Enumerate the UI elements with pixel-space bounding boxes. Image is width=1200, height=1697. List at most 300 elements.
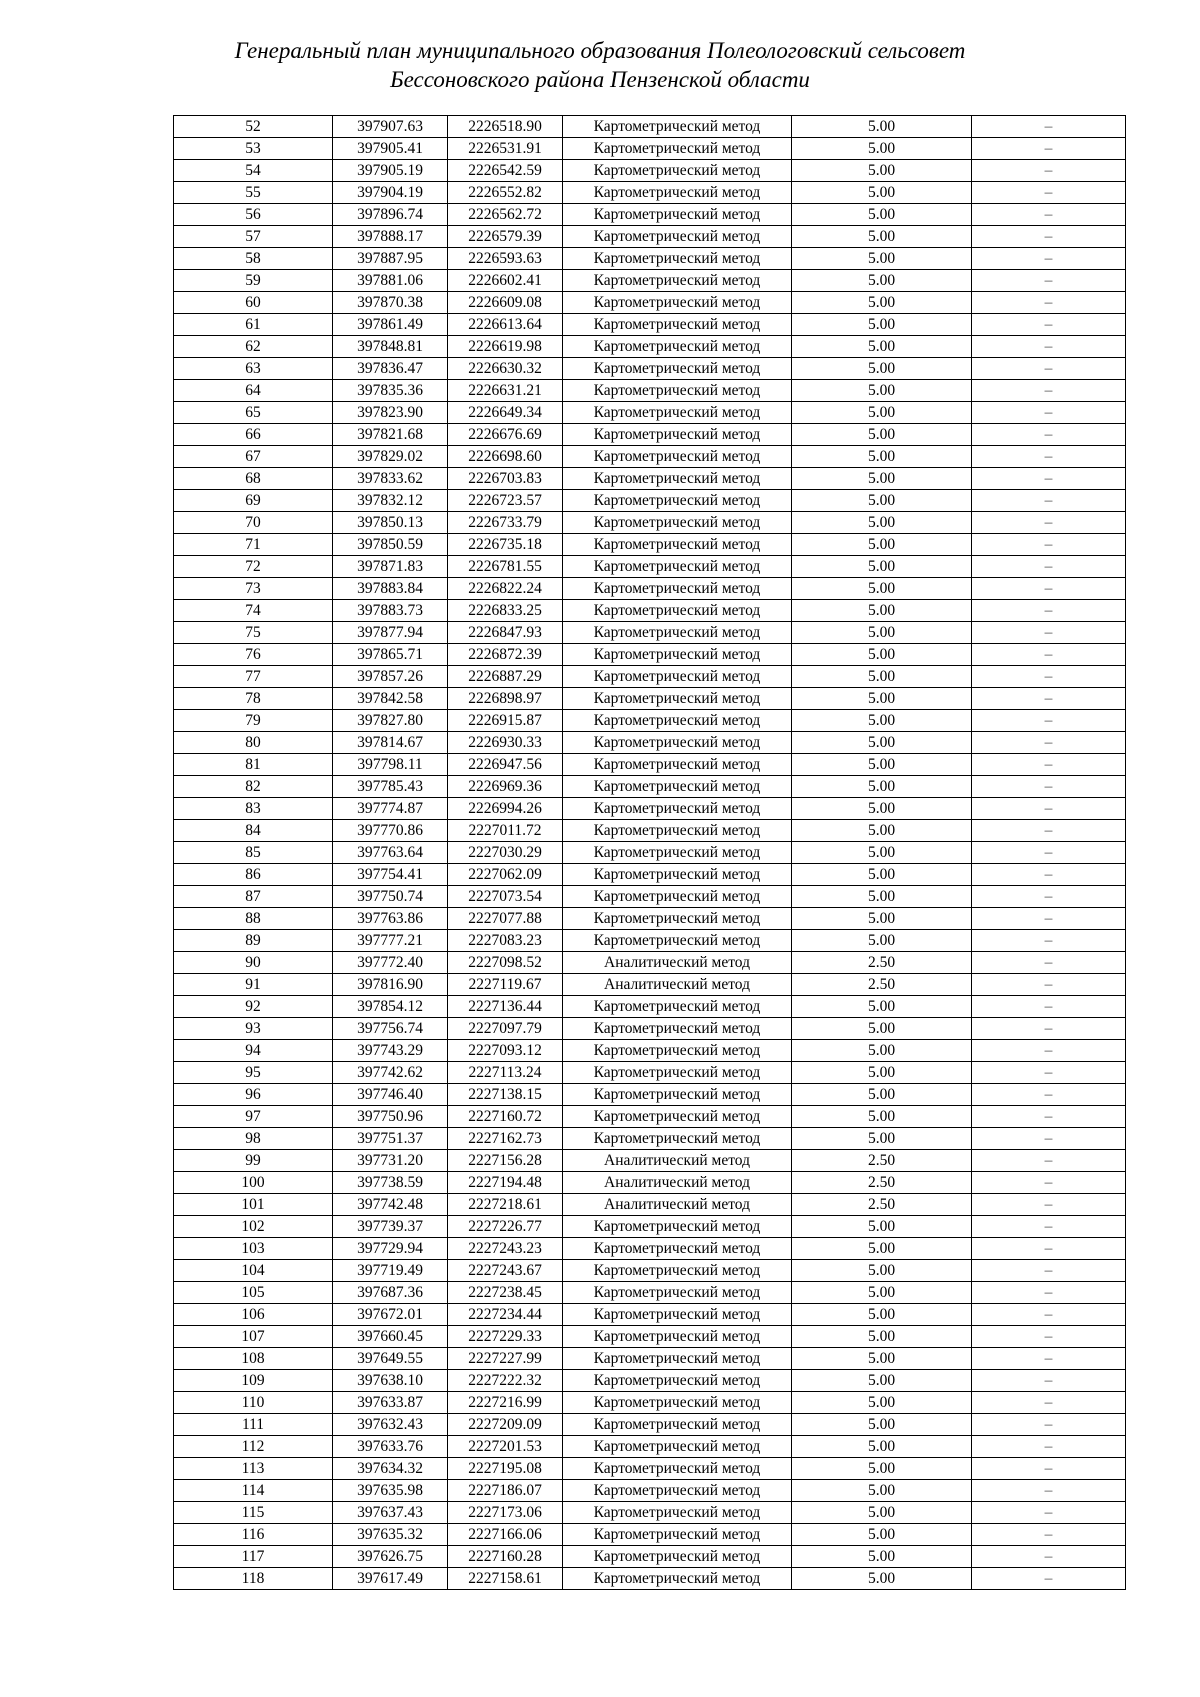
accuracy-cell: 5.00 bbox=[792, 1370, 972, 1392]
table-row bbox=[174, 1546, 1126, 1568]
x-coordinate-cell: 397836.47 bbox=[333, 358, 448, 380]
y-coordinate-cell: 2226898.97 bbox=[448, 688, 563, 710]
description-cell: – bbox=[972, 776, 1126, 798]
x-coordinate-cell: 397888.17 bbox=[333, 226, 448, 248]
x-coordinate-cell: 397742.48 bbox=[333, 1194, 448, 1216]
table-row bbox=[174, 358, 1126, 380]
method-cell: Картометрический метод bbox=[563, 248, 792, 270]
y-coordinate-cell: 2226562.72 bbox=[448, 204, 563, 226]
y-coordinate-cell: 2226703.83 bbox=[448, 468, 563, 490]
point-number-cell: 73 bbox=[174, 578, 333, 600]
x-coordinate-cell: 397823.90 bbox=[333, 402, 448, 424]
x-coordinate-cell: 397887.95 bbox=[333, 248, 448, 270]
accuracy-cell: 5.00 bbox=[792, 886, 972, 908]
x-coordinate-cell: 397756.74 bbox=[333, 1018, 448, 1040]
table-row bbox=[174, 1348, 1126, 1370]
table-row bbox=[174, 534, 1126, 556]
accuracy-cell: 5.00 bbox=[792, 402, 972, 424]
y-coordinate-cell: 2227195.08 bbox=[448, 1458, 563, 1480]
point-number-cell: 98 bbox=[174, 1128, 333, 1150]
method-cell: Картометрический метод bbox=[563, 1040, 792, 1062]
table-row bbox=[174, 380, 1126, 402]
x-coordinate-cell: 397672.01 bbox=[333, 1304, 448, 1326]
description-cell: – bbox=[972, 468, 1126, 490]
x-coordinate-cell: 397754.41 bbox=[333, 864, 448, 886]
point-number-cell: 72 bbox=[174, 556, 333, 578]
method-cell: Картометрический метод bbox=[563, 270, 792, 292]
y-coordinate-cell: 2227119.67 bbox=[448, 974, 563, 996]
point-number-cell: 87 bbox=[174, 886, 333, 908]
table-row bbox=[174, 600, 1126, 622]
point-number-cell: 63 bbox=[174, 358, 333, 380]
table-row bbox=[174, 1128, 1126, 1150]
method-cell: Картометрический метод bbox=[563, 1370, 792, 1392]
x-coordinate-cell: 397633.76 bbox=[333, 1436, 448, 1458]
table-row bbox=[174, 292, 1126, 314]
x-coordinate-cell: 397626.75 bbox=[333, 1546, 448, 1568]
description-cell: – bbox=[972, 864, 1126, 886]
x-coordinate-cell: 397738.59 bbox=[333, 1172, 448, 1194]
description-cell: – bbox=[972, 622, 1126, 644]
point-number-cell: 94 bbox=[174, 1040, 333, 1062]
point-number-cell: 86 bbox=[174, 864, 333, 886]
y-coordinate-cell: 2227077.88 bbox=[448, 908, 563, 930]
table-row bbox=[174, 1502, 1126, 1524]
table-row bbox=[174, 974, 1126, 996]
description-cell: – bbox=[972, 1150, 1126, 1172]
x-coordinate-cell: 397877.94 bbox=[333, 622, 448, 644]
accuracy-cell: 5.00 bbox=[792, 1238, 972, 1260]
accuracy-cell: 5.00 bbox=[792, 1348, 972, 1370]
y-coordinate-cell: 2226930.33 bbox=[448, 732, 563, 754]
y-coordinate-cell: 2227166.06 bbox=[448, 1524, 563, 1546]
x-coordinate-cell: 397904.19 bbox=[333, 182, 448, 204]
point-number-cell: 93 bbox=[174, 1018, 333, 1040]
table-row bbox=[174, 512, 1126, 534]
x-coordinate-cell: 397905.41 bbox=[333, 138, 448, 160]
point-number-cell: 85 bbox=[174, 842, 333, 864]
x-coordinate-cell: 397763.86 bbox=[333, 908, 448, 930]
point-number-cell: 66 bbox=[174, 424, 333, 446]
method-cell: Картометрический метод bbox=[563, 798, 792, 820]
table-row bbox=[174, 490, 1126, 512]
accuracy-cell: 5.00 bbox=[792, 358, 972, 380]
description-cell: – bbox=[972, 1348, 1126, 1370]
table-row bbox=[174, 666, 1126, 688]
description-cell: – bbox=[972, 600, 1126, 622]
description-cell: – bbox=[972, 160, 1126, 182]
y-coordinate-cell: 2226631.21 bbox=[448, 380, 563, 402]
method-cell: Картометрический метод bbox=[563, 1546, 792, 1568]
x-coordinate-cell: 397798.11 bbox=[333, 754, 448, 776]
point-number-cell: 117 bbox=[174, 1546, 333, 1568]
accuracy-cell: 5.00 bbox=[792, 1392, 972, 1414]
point-number-cell: 84 bbox=[174, 820, 333, 842]
y-coordinate-cell: 2227194.48 bbox=[448, 1172, 563, 1194]
accuracy-cell: 2.50 bbox=[792, 1172, 972, 1194]
method-cell: Картометрический метод bbox=[563, 1326, 792, 1348]
method-cell: Картометрический метод bbox=[563, 1216, 792, 1238]
description-cell: – bbox=[972, 688, 1126, 710]
point-number-cell: 82 bbox=[174, 776, 333, 798]
accuracy-cell: 5.00 bbox=[792, 688, 972, 710]
description-cell: – bbox=[972, 1502, 1126, 1524]
table-row bbox=[174, 446, 1126, 468]
y-coordinate-cell: 2226822.24 bbox=[448, 578, 563, 600]
point-number-cell: 71 bbox=[174, 534, 333, 556]
accuracy-cell: 2.50 bbox=[792, 974, 972, 996]
point-number-cell: 61 bbox=[174, 314, 333, 336]
method-cell: Картометрический метод bbox=[563, 424, 792, 446]
y-coordinate-cell: 2227229.33 bbox=[448, 1326, 563, 1348]
x-coordinate-cell: 397731.20 bbox=[333, 1150, 448, 1172]
x-coordinate-cell: 397835.36 bbox=[333, 380, 448, 402]
x-coordinate-cell: 397660.45 bbox=[333, 1326, 448, 1348]
y-coordinate-cell: 2226847.93 bbox=[448, 622, 563, 644]
accuracy-cell: 5.00 bbox=[792, 556, 972, 578]
x-coordinate-cell: 397905.19 bbox=[333, 160, 448, 182]
method-cell: Картометрический метод bbox=[563, 1062, 792, 1084]
x-coordinate-cell: 397746.40 bbox=[333, 1084, 448, 1106]
table-row bbox=[174, 930, 1126, 952]
description-cell: – bbox=[972, 1040, 1126, 1062]
point-number-cell: 52 bbox=[174, 116, 333, 138]
table-row bbox=[174, 1436, 1126, 1458]
description-cell: – bbox=[972, 644, 1126, 666]
method-cell: Картометрический метод bbox=[563, 402, 792, 424]
y-coordinate-cell: 2226833.25 bbox=[448, 600, 563, 622]
table-row bbox=[174, 1524, 1126, 1546]
y-coordinate-cell: 2227158.61 bbox=[448, 1568, 563, 1590]
description-cell: – bbox=[972, 1128, 1126, 1150]
x-coordinate-cell: 397687.36 bbox=[333, 1282, 448, 1304]
accuracy-cell: 5.00 bbox=[792, 710, 972, 732]
x-coordinate-cell: 397850.13 bbox=[333, 512, 448, 534]
method-cell: Картометрический метод bbox=[563, 886, 792, 908]
description-cell: – bbox=[972, 1260, 1126, 1282]
table-row bbox=[174, 424, 1126, 446]
y-coordinate-cell: 2227227.99 bbox=[448, 1348, 563, 1370]
method-cell: Аналитический метод bbox=[563, 952, 792, 974]
accuracy-cell: 5.00 bbox=[792, 842, 972, 864]
document-title-line-2: Бессоновского района Пензенской области bbox=[390, 67, 810, 92]
method-cell: Картометрический метод bbox=[563, 1436, 792, 1458]
description-cell: – bbox=[972, 820, 1126, 842]
x-coordinate-cell: 397871.83 bbox=[333, 556, 448, 578]
accuracy-cell: 5.00 bbox=[792, 996, 972, 1018]
x-coordinate-cell: 397785.43 bbox=[333, 776, 448, 798]
x-coordinate-cell: 397633.87 bbox=[333, 1392, 448, 1414]
method-cell: Картометрический метод bbox=[563, 336, 792, 358]
x-coordinate-cell: 397635.32 bbox=[333, 1524, 448, 1546]
accuracy-cell: 5.00 bbox=[792, 1502, 972, 1524]
description-cell: – bbox=[972, 1216, 1126, 1238]
x-coordinate-cell: 397883.73 bbox=[333, 600, 448, 622]
table-row bbox=[174, 1568, 1126, 1590]
accuracy-cell: 5.00 bbox=[792, 1062, 972, 1084]
y-coordinate-cell: 2226542.59 bbox=[448, 160, 563, 182]
point-number-cell: 67 bbox=[174, 446, 333, 468]
description-cell: – bbox=[972, 490, 1126, 512]
method-cell: Картометрический метод bbox=[563, 380, 792, 402]
point-number-cell: 64 bbox=[174, 380, 333, 402]
description-cell: – bbox=[972, 1304, 1126, 1326]
point-number-cell: 58 bbox=[174, 248, 333, 270]
accuracy-cell: 5.00 bbox=[792, 292, 972, 314]
table-row bbox=[174, 578, 1126, 600]
method-cell: Картометрический метод bbox=[563, 534, 792, 556]
point-number-cell: 65 bbox=[174, 402, 333, 424]
accuracy-cell: 5.00 bbox=[792, 1546, 972, 1568]
method-cell: Картометрический метод bbox=[563, 1480, 792, 1502]
accuracy-cell: 5.00 bbox=[792, 534, 972, 556]
point-number-cell: 96 bbox=[174, 1084, 333, 1106]
method-cell: Картометрический метод bbox=[563, 1304, 792, 1326]
method-cell: Картометрический метод bbox=[563, 930, 792, 952]
point-number-cell: 80 bbox=[174, 732, 333, 754]
method-cell: Картометрический метод bbox=[563, 864, 792, 886]
point-number-cell: 113 bbox=[174, 1458, 333, 1480]
description-cell: – bbox=[972, 578, 1126, 600]
x-coordinate-cell: 397742.62 bbox=[333, 1062, 448, 1084]
accuracy-cell: 5.00 bbox=[792, 622, 972, 644]
table-row bbox=[174, 644, 1126, 666]
point-number-cell: 99 bbox=[174, 1150, 333, 1172]
table-row bbox=[174, 1106, 1126, 1128]
table-row bbox=[174, 1370, 1126, 1392]
x-coordinate-cell: 397739.37 bbox=[333, 1216, 448, 1238]
point-number-cell: 101 bbox=[174, 1194, 333, 1216]
method-cell: Картометрический метод bbox=[563, 204, 792, 226]
description-cell: – bbox=[972, 842, 1126, 864]
accuracy-cell: 5.00 bbox=[792, 1084, 972, 1106]
x-coordinate-cell: 397772.40 bbox=[333, 952, 448, 974]
x-coordinate-cell: 397635.98 bbox=[333, 1480, 448, 1502]
y-coordinate-cell: 2227186.07 bbox=[448, 1480, 563, 1502]
x-coordinate-cell: 397907.63 bbox=[333, 116, 448, 138]
y-coordinate-cell: 2226552.82 bbox=[448, 182, 563, 204]
document-title-line-1: Генеральный план муниципального образования Полеологовский сельсовет bbox=[234, 38, 966, 63]
method-cell: Картометрический метод bbox=[563, 996, 792, 1018]
accuracy-cell: 5.00 bbox=[792, 1326, 972, 1348]
table-row bbox=[174, 138, 1126, 160]
table-row bbox=[174, 732, 1126, 754]
table-row bbox=[174, 1480, 1126, 1502]
description-cell: – bbox=[972, 974, 1126, 996]
method-cell: Картометрический метод bbox=[563, 1084, 792, 1106]
point-number-cell: 74 bbox=[174, 600, 333, 622]
method-cell: Картометрический метод bbox=[563, 468, 792, 490]
accuracy-cell: 5.00 bbox=[792, 116, 972, 138]
y-coordinate-cell: 2226518.90 bbox=[448, 116, 563, 138]
description-cell: – bbox=[972, 1018, 1126, 1040]
accuracy-cell: 5.00 bbox=[792, 1216, 972, 1238]
table-row bbox=[174, 688, 1126, 710]
accuracy-cell: 5.00 bbox=[792, 1018, 972, 1040]
table-row bbox=[174, 1216, 1126, 1238]
method-cell: Картометрический метод bbox=[563, 160, 792, 182]
x-coordinate-cell: 397638.10 bbox=[333, 1370, 448, 1392]
method-cell: Картометрический метод bbox=[563, 292, 792, 314]
y-coordinate-cell: 2226781.55 bbox=[448, 556, 563, 578]
x-coordinate-cell: 397637.43 bbox=[333, 1502, 448, 1524]
description-cell: – bbox=[972, 1282, 1126, 1304]
point-number-cell: 100 bbox=[174, 1172, 333, 1194]
method-cell: Картометрический метод bbox=[563, 116, 792, 138]
method-cell: Картометрический метод bbox=[563, 1282, 792, 1304]
point-number-cell: 75 bbox=[174, 622, 333, 644]
method-cell: Картометрический метод bbox=[563, 1524, 792, 1546]
method-cell: Картометрический метод bbox=[563, 1348, 792, 1370]
method-cell: Картометрический метод bbox=[563, 1106, 792, 1128]
y-coordinate-cell: 2226609.08 bbox=[448, 292, 563, 314]
description-cell: – bbox=[972, 1172, 1126, 1194]
accuracy-cell: 5.00 bbox=[792, 732, 972, 754]
method-cell: Картометрический метод bbox=[563, 622, 792, 644]
method-cell: Картометрический метод bbox=[563, 1502, 792, 1524]
table-row bbox=[174, 204, 1126, 226]
method-cell: Картометрический метод bbox=[563, 732, 792, 754]
method-cell: Картометрический метод bbox=[563, 1260, 792, 1282]
accuracy-cell: 5.00 bbox=[792, 1260, 972, 1282]
method-cell: Картометрический метод bbox=[563, 666, 792, 688]
point-number-cell: 90 bbox=[174, 952, 333, 974]
description-cell: – bbox=[972, 1106, 1126, 1128]
description-cell: – bbox=[972, 226, 1126, 248]
y-coordinate-cell: 2227243.23 bbox=[448, 1238, 563, 1260]
y-coordinate-cell: 2227098.52 bbox=[448, 952, 563, 974]
table-row bbox=[174, 1304, 1126, 1326]
table-row bbox=[174, 160, 1126, 182]
point-number-cell: 114 bbox=[174, 1480, 333, 1502]
point-number-cell: 109 bbox=[174, 1370, 333, 1392]
point-number-cell: 91 bbox=[174, 974, 333, 996]
method-cell: Аналитический метод bbox=[563, 1172, 792, 1194]
description-cell: – bbox=[972, 446, 1126, 468]
method-cell: Аналитический метод bbox=[563, 1150, 792, 1172]
y-coordinate-cell: 2226579.39 bbox=[448, 226, 563, 248]
table-row bbox=[174, 1392, 1126, 1414]
y-coordinate-cell: 2227173.06 bbox=[448, 1502, 563, 1524]
description-cell: – bbox=[972, 336, 1126, 358]
accuracy-cell: 5.00 bbox=[792, 468, 972, 490]
point-number-cell: 95 bbox=[174, 1062, 333, 1084]
x-coordinate-cell: 397833.62 bbox=[333, 468, 448, 490]
x-coordinate-cell: 397861.49 bbox=[333, 314, 448, 336]
x-coordinate-cell: 397632.43 bbox=[333, 1414, 448, 1436]
accuracy-cell: 5.00 bbox=[792, 1040, 972, 1062]
description-cell: – bbox=[972, 292, 1126, 314]
y-coordinate-cell: 2226887.29 bbox=[448, 666, 563, 688]
accuracy-cell: 5.00 bbox=[792, 930, 972, 952]
accuracy-cell: 5.00 bbox=[792, 336, 972, 358]
point-number-cell: 59 bbox=[174, 270, 333, 292]
description-cell: – bbox=[972, 248, 1126, 270]
method-cell: Картометрический метод bbox=[563, 226, 792, 248]
table-row bbox=[174, 820, 1126, 842]
table-row bbox=[174, 1172, 1126, 1194]
y-coordinate-cell: 2227216.99 bbox=[448, 1392, 563, 1414]
x-coordinate-cell: 397777.21 bbox=[333, 930, 448, 952]
x-coordinate-cell: 397896.74 bbox=[333, 204, 448, 226]
point-number-cell: 55 bbox=[174, 182, 333, 204]
x-coordinate-cell: 397634.32 bbox=[333, 1458, 448, 1480]
table-row bbox=[174, 908, 1126, 930]
accuracy-cell: 5.00 bbox=[792, 754, 972, 776]
point-number-cell: 107 bbox=[174, 1326, 333, 1348]
x-coordinate-cell: 397617.49 bbox=[333, 1568, 448, 1590]
point-number-cell: 76 bbox=[174, 644, 333, 666]
y-coordinate-cell: 2226602.41 bbox=[448, 270, 563, 292]
accuracy-cell: 5.00 bbox=[792, 1568, 972, 1590]
x-coordinate-cell: 397832.12 bbox=[333, 490, 448, 512]
method-cell: Картометрический метод bbox=[563, 1392, 792, 1414]
table-row bbox=[174, 1194, 1126, 1216]
description-cell: – bbox=[972, 1546, 1126, 1568]
method-cell: Картометрический метод bbox=[563, 182, 792, 204]
accuracy-cell: 5.00 bbox=[792, 270, 972, 292]
x-coordinate-cell: 397774.87 bbox=[333, 798, 448, 820]
method-cell: Картометрический метод bbox=[563, 1238, 792, 1260]
y-coordinate-cell: 2227073.54 bbox=[448, 886, 563, 908]
y-coordinate-cell: 2227083.23 bbox=[448, 930, 563, 952]
accuracy-cell: 5.00 bbox=[792, 1524, 972, 1546]
accuracy-cell: 5.00 bbox=[792, 424, 972, 446]
description-cell: – bbox=[972, 182, 1126, 204]
description-cell: – bbox=[972, 1524, 1126, 1546]
point-number-cell: 115 bbox=[174, 1502, 333, 1524]
point-number-cell: 77 bbox=[174, 666, 333, 688]
x-coordinate-cell: 397750.74 bbox=[333, 886, 448, 908]
table-row bbox=[174, 1238, 1126, 1260]
method-cell: Картометрический метод bbox=[563, 688, 792, 710]
y-coordinate-cell: 2227136.44 bbox=[448, 996, 563, 1018]
point-number-cell: 108 bbox=[174, 1348, 333, 1370]
method-cell: Картометрический метод bbox=[563, 820, 792, 842]
description-cell: – bbox=[972, 204, 1126, 226]
y-coordinate-cell: 2227226.77 bbox=[448, 1216, 563, 1238]
x-coordinate-cell: 397649.55 bbox=[333, 1348, 448, 1370]
accuracy-cell: 5.00 bbox=[792, 182, 972, 204]
point-number-cell: 57 bbox=[174, 226, 333, 248]
table-row bbox=[174, 952, 1126, 974]
description-cell: – bbox=[972, 116, 1126, 138]
description-cell: – bbox=[972, 314, 1126, 336]
table-row bbox=[174, 1084, 1126, 1106]
x-coordinate-cell: 397729.94 bbox=[333, 1238, 448, 1260]
x-coordinate-cell: 397743.29 bbox=[333, 1040, 448, 1062]
table-row bbox=[174, 1150, 1126, 1172]
y-coordinate-cell: 2227156.28 bbox=[448, 1150, 563, 1172]
description-cell: – bbox=[972, 402, 1126, 424]
x-coordinate-cell: 397719.49 bbox=[333, 1260, 448, 1282]
description-cell: – bbox=[972, 424, 1126, 446]
method-cell: Картометрический метод bbox=[563, 556, 792, 578]
table-row bbox=[174, 402, 1126, 424]
method-cell: Картометрический метод bbox=[563, 600, 792, 622]
method-cell: Картометрический метод bbox=[563, 1018, 792, 1040]
y-coordinate-cell: 2227160.72 bbox=[448, 1106, 563, 1128]
point-number-cell: 89 bbox=[174, 930, 333, 952]
point-number-cell: 103 bbox=[174, 1238, 333, 1260]
table-row bbox=[174, 1326, 1126, 1348]
x-coordinate-cell: 397829.02 bbox=[333, 446, 448, 468]
description-cell: – bbox=[972, 1326, 1126, 1348]
table-row bbox=[174, 468, 1126, 490]
point-number-cell: 83 bbox=[174, 798, 333, 820]
table-row bbox=[174, 886, 1126, 908]
table-row bbox=[174, 1414, 1126, 1436]
